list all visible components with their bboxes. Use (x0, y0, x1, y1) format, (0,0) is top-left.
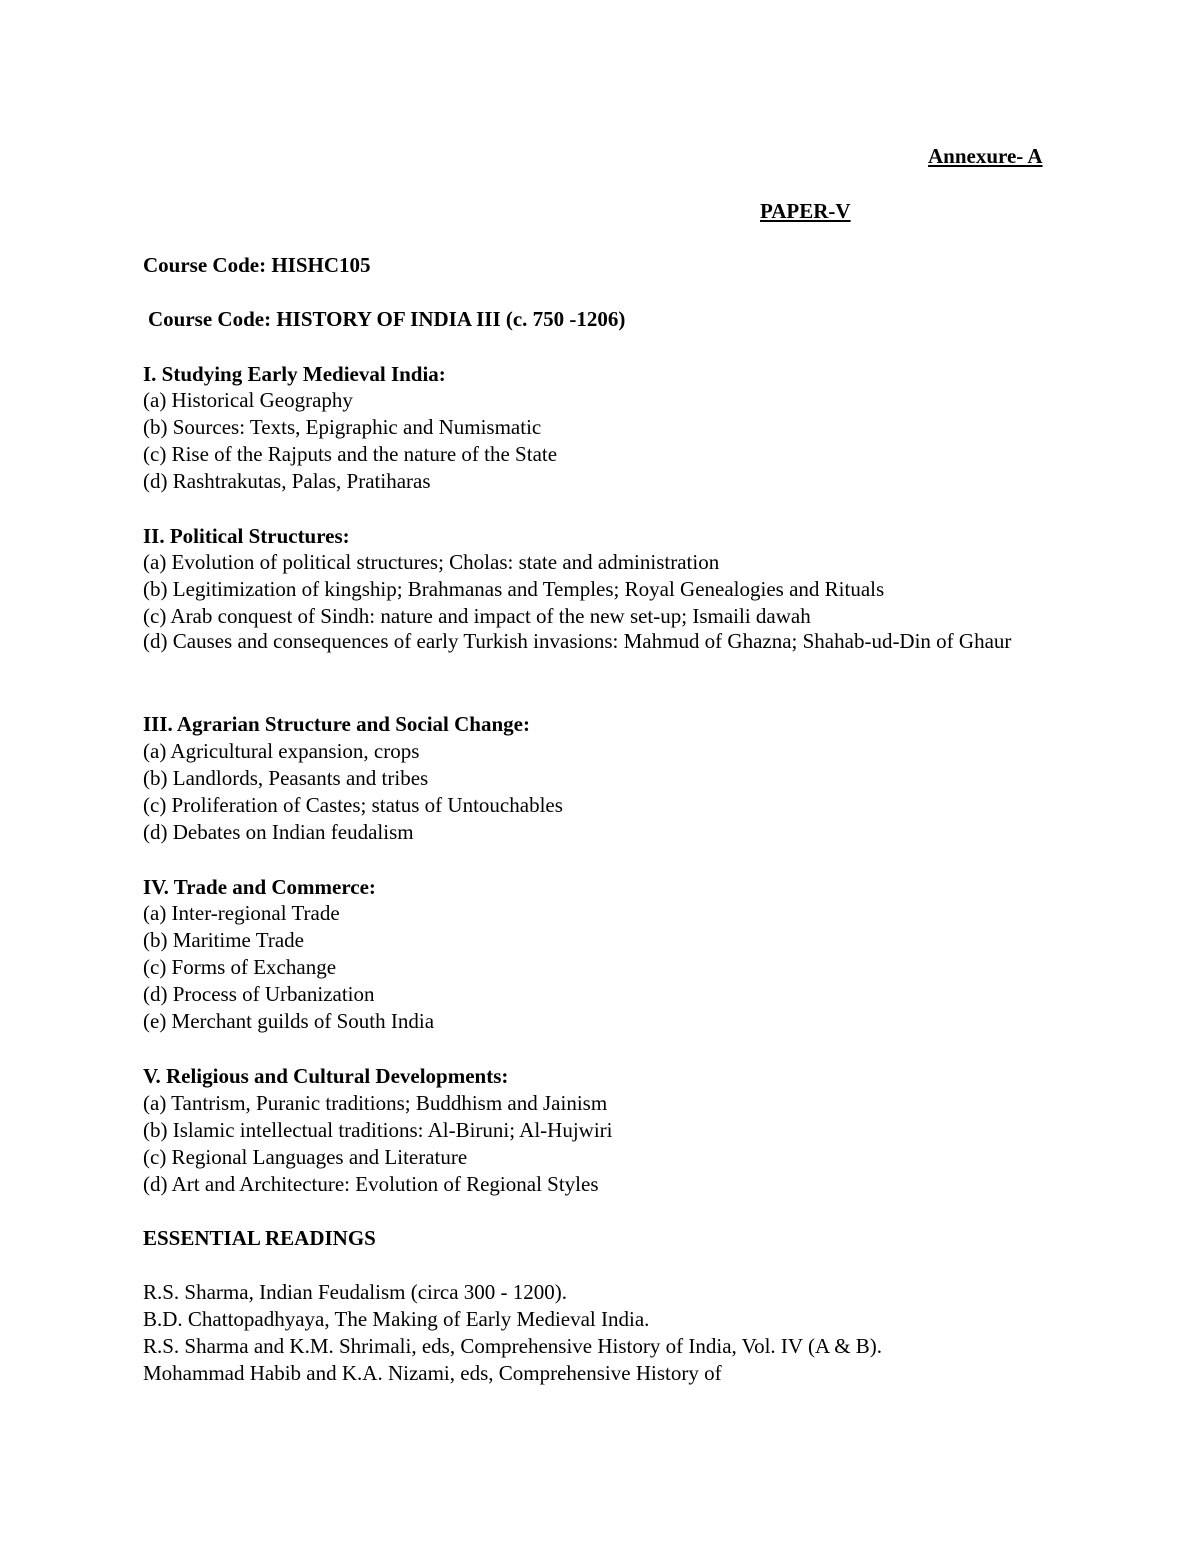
list-item: (b) Maritime Trade (143, 928, 304, 952)
list-item: (c) Proliferation of Castes; status of Untouchables (143, 793, 563, 817)
list-item: (b) Landlords, Peasants and tribes (143, 766, 429, 790)
section-heading: III. Agrarian Structure and Social Change: (143, 712, 530, 736)
list-item: (d) Causes and consequences of early Turkish invasions: Mahmud of Ghazna; Shahab-ud-Din of Ghaur (143, 629, 1012, 653)
readings-heading: ESSENTIAL READINGS (143, 1226, 376, 1250)
list-item: (c) Regional Languages and Literature (143, 1145, 468, 1169)
list-item: (d) Art and Architecture: Evolution of Regional Styles (143, 1172, 599, 1196)
reading-item: R.S. Sharma, Indian Feudalism (circa 300 - 1200). (143, 1280, 567, 1304)
list-item: (c) Arab conquest of Sindh: nature and impact of the new set-up; Ismaili dawah (143, 604, 811, 628)
list-item: (a) Historical Geography (143, 388, 353, 412)
list-item: (a) Tantrism, Puranic traditions; Buddhism and Jainism (143, 1091, 608, 1115)
section-heading: II. Political Structures: (143, 524, 350, 548)
list-item: (c) Rise of the Rajputs and the nature of the State (143, 442, 558, 466)
list-item: (d) Process of Urbanization (143, 982, 375, 1006)
course-title: Course Code: HISTORY OF INDIA III (c. 750 -1206) (148, 307, 626, 331)
list-item: (d) Debates on Indian feudalism (143, 820, 414, 844)
section-heading: I. Studying Early Medieval India: (143, 362, 446, 386)
list-item: (e) Merchant guilds of South India (143, 1009, 435, 1033)
list-item: (d) Rashtrakutas, Palas, Pratiharas (143, 469, 431, 493)
list-item: (b) Islamic intellectual traditions: Al-Biruni; Al-Hujwiri (143, 1118, 613, 1142)
list-item: (b) Sources: Texts, Epigraphic and Numismatic (143, 415, 542, 439)
list-item: (c) Forms of Exchange (143, 955, 337, 979)
annexure-label: Annexure- A (928, 144, 1043, 168)
paper-label: PAPER-V (760, 199, 851, 223)
list-item: (a) Agricultural expansion, crops (143, 739, 420, 763)
list-item: (a) Inter-regional Trade (143, 901, 340, 925)
list-item: (b) Legitimization of kingship; Brahmanas and Temples; Royal Genealogies and Rituals (143, 577, 885, 601)
course-code: Course Code: HISHC105 (143, 253, 371, 277)
reading-item: R.S. Sharma and K.M. Shrimali, eds, Comprehensive History of India, Vol. IV (A & B). (143, 1334, 883, 1358)
section-heading: IV. Trade and Commerce: (143, 875, 376, 899)
reading-item: Mohammad Habib and K.A. Nizami, eds, Comprehensive History of (143, 1361, 722, 1385)
list-item: (a) Evolution of political structures; Cholas: state and administration (143, 550, 720, 574)
reading-item: B.D. Chattopadhyaya, The Making of Early Medieval India. (143, 1307, 650, 1331)
section-heading: V. Religious and Cultural Developments: (143, 1064, 509, 1088)
